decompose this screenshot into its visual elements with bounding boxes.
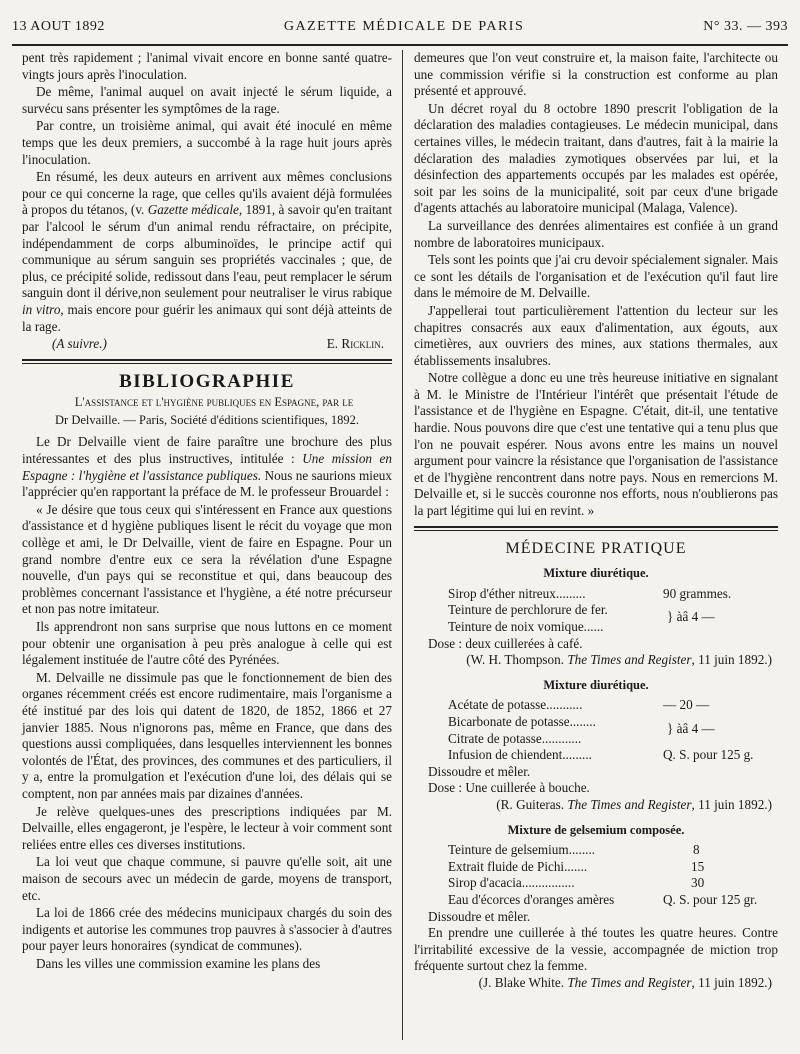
ingredient: Extrait fluide de Pichi....... [448,858,588,874]
paragraph: La loi veut que chaque commune, si pauvre qu'elle soit, ait une maison de secours avec un médecin de garde, moyens de transport, etc. [22,854,392,903]
ingredient: Teinture de noix vomique...... [448,619,604,634]
recipe-note: Dissoudre et mêler. [428,763,531,779]
paragraph [22,169,392,335]
paragraph: Je relève quelques-unes des prescriptions indiquées par M. Delvaille, elles engageront, je l'espère, le lecteur à voir comment sont reliées entre elles ces diverses institutions. [22,803,392,852]
section-heading: MÉDECINE PRATIQUE [505,539,687,557]
text-run: Le Dr Delvaille vient de faire paraître une brochure des plus intéressantes et des plus instructives, intitulée : [22,434,392,467]
text-run: (W. H. Thompson. [466,652,568,668]
ingredient: Eau d'écorces d'oranges amères [448,891,615,907]
section-heading: BIBLIOGRAPHIE [119,370,295,392]
recipe-bracket-group [414,714,778,747]
header-page-number: N° 33. — 393 [703,19,788,34]
text-run: The Times and Register [567,652,692,668]
quantity: — 20 — [663,697,710,713]
recipe-line [414,586,778,603]
recipe-title: Mixture de gelsemium composée. [507,822,685,837]
recipe-source [414,797,778,814]
recipe-title: Mixture diurétique. [543,566,649,581]
recipe-source [414,652,778,669]
recipe-bracket-group [414,602,778,635]
section-separator [22,359,392,364]
header-date: 13 AOUT 1892 [12,19,105,34]
quantity: } àâ 4 — [667,609,715,625]
paragraph: pent très rapidement ; l'animal vivait encore en bonne santé quatre-vingts jours après l'inoculation. [22,50,392,82]
text-run: , 11 juin 1892.) [691,652,772,668]
text-run: (R. Guiteras. [496,796,568,812]
recipe-note: Dissoudre et mêler. [428,908,531,924]
ingredient: Teinture de gelsemium........ [448,842,596,858]
quantity: 8 [693,842,700,858]
recipe-dose: Dose : deux cuillerées à café. [428,635,583,651]
recipe-instructions: En prendre une cuillerée à thé toutes les quatre heures. Contre l'irritabilité excessive de la vessie, accompagnée de miction trop fréquente surtout chez la femme. [414,925,778,974]
text-run: in vitro [22,301,61,317]
right-column [414,50,778,991]
quantity: 30 [691,875,705,891]
book-title: L'assistance et l'hygiène publiques en Espagne, par le [74,395,354,410]
recipe-3 [414,822,778,992]
paragraph: Notre collègue a donc eu une très heureuse initiative en signalant à M. le Ministre de l'Intérieur l'intérêt que présentait l'étude de l'assistance et de l'hygiène en Espagne. C'était, dit-il, une tentative hardie. Nous pouvons dire que c'est une tentative qui a tenu plus que l'on ne pouvait espérer. Nous avons entre les mains un nouvel argument pour vaincre la résistance que l'organisation de l'assistance et de l'hygiène rencontrent dans notre pays. Nous en remercions M. Delvaille et, si le succès couronne nos efforts, nous n'oublierons pas la part légitime qui lui en revint. » [414,370,778,519]
quantity: } àâ 4 — [667,720,715,736]
ingredient: Sirop d'acacia................ [448,875,575,891]
text-run: , 11 juin 1892.) [691,974,772,990]
paragraph: Un décret royal du 8 octobre 1890 prescrit l'obligation de la déclaration des maladies contagieuses. Le médecin municipal, dans certaines villes, le médecin traitant, dans d'autres, fait à la mairie la déclaration des maladies zymotiques observées par lui, et la désinfection des appartements occupés par les malades est opérée, soit par les soins de la municipalité, soit par ceux d'une brigade d'agents attachés au laboratoire municipal (Malaga, Valence). [414,100,778,216]
recipe-line [414,892,778,909]
ingredient: Acétate de potasse........... [448,697,583,713]
column-divider [402,50,403,1040]
quantity: Q. S. pour 125 g. [663,747,754,763]
header-rule [12,44,788,46]
header-title: GAZETTE MÉDICALE DE PARIS [283,19,525,34]
recipe-line [414,842,778,859]
text-run: The Times and Register [567,974,692,990]
paragraph: Par contre, un troisième animal, qui avait été inoculé en même temps que les deux premiers, a succombé à la rage huit jours après l'inoculation. [22,118,392,167]
recipe-1 [414,565,778,669]
text-run: (J. Blake White. [478,974,568,990]
quantity: 90 grammes. [663,585,732,601]
ingredient: Sirop d'éther nitreux......... [448,585,586,601]
paragraph: De même, l'animal auquel on avait injecté le sérum liquide, a survécu sans présenter les symptômes de la rage. [22,84,392,116]
left-column [22,50,392,972]
recipe-2 [414,677,778,814]
paragraph: J'appellerai tout particulièrement l'attention du lecteur sur les chapitres consacrés aux eaux d'alimentation, aux égouts, aux cimetières, aux ouvriers des mines, aux stations thermales, aux établissements insalubres. [414,302,778,368]
paragraph: demeures que l'on veut construire et, la maison faite, l'architecte ou une commission vérifie si la construction est conforme au plan présenté et approuvé. [414,50,778,99]
recipe-title: Mixture diurétique. [543,677,649,692]
quantity: Q. S. pour 125 gr. [663,891,758,907]
author-signature: E. Ricklin. [326,336,384,352]
ingredient: Infusion de chiendent......... [448,747,592,763]
book-author: Dr Delvaille. — Paris, Société d'éditions scientifiques, 1892. [55,412,359,427]
text-run: En résumé, les deux auteurs en arrivent aux mêmes conclusions pour ce qui concerne la rage, que celles qu'ils avaient déjà formulées à propos du tétanos, (v. [22,169,392,218]
quantity: 15 [691,858,705,874]
text-run: Gazette médicale [147,202,239,218]
ingredient: Teinture de perchlorure de fer. [448,602,608,618]
text-run: , 1891, à savoir qu'en traitant par l'alcool le sérum d'un animal rendu réfractaire, on précipite, indépendamment de corps albuminoïdes, le principe actif qui communique au sérum sanguin ses propriétés vaccinales ; que, de plus, ce précipité solide, redissout dans l'eau, peut remplacer le sérum sanguin dont il dérive,non seulement pour neutraliser le virus rabique [22,202,392,301]
page-header [12,16,788,38]
to-be-continued: (A suivre.) [52,336,107,352]
paragraph: La loi de 1866 crée des médecins municipaux chargés du soin des indigents et autorise les communes trop pauvres à s'associer à d'autres pour payer leurs honoraires (syndicat de communes). [22,905,392,954]
text-run: Une mission en Espagne : l'hygiène et l'assistance publiques. [22,451,392,483]
recipe-line [414,747,778,764]
text-run: , 11 juin 1892.) [691,796,772,812]
paragraph: M. Delvaille ne dissimule pas que le fonctionnement de bien des organes récemment créés est encore rudimentaire, mais l'organisme a été institué par des lois qui datent de 1820, de 1852, 1866 et 27 janvier 1885. Nous n'ignorons pas, même en France, que dans des questions aussi compliquées, dans lesquelles interviennent les bonnes volontés de l'État, des provinces, des communes et des particuliers, il y a, entre la promulgation et l'exécution d'une loi, des délais qui se comptent, non par années mais par dizaines d'années. [22,669,392,801]
recipe-line [414,875,778,892]
section-separator [414,526,778,531]
paragraph: Tels sont les points que j'ai cru devoir spécialement signaler. Mais ce sont les détails de l'organisation et de l'exécution qu'il faut lire dans le mémoire de M. Delvaille. [414,252,778,301]
text-run: , mais encore pour guérir les animaux qui sont déjà atteints de la rage. [22,301,392,334]
recipe-line [414,697,778,714]
ingredient: Citrate de potasse............ [448,730,582,746]
recipe-line [414,859,778,876]
text-run: The Times and Register [567,796,692,812]
paragraph: La surveillance des denrées alimentaires est confiée à un grand nombre de laboratoires municipaux. [414,217,778,250]
text-run: Nous ne saurions mieux l'apprécier qu'en rapportant la préface de M. le professeur Brouardel : [22,467,392,500]
ingredient: Bicarbonate de potasse........ [448,713,596,729]
paragraph [22,434,392,500]
article-footer [22,336,392,353]
paragraph: Ils apprendront non sans surprise que nous luttons en ce moment pour obtenir une organisation à peu près analogue à celle qui est légalement instituée de l'autre côté des Pyrénées. [22,619,392,668]
recipe-dose: Dose : Une cuillerée à bouche. [428,780,590,796]
paragraph: « Je désire que tous ceux qui s'intéressent en France aux questions d'assistance et d hygiène publiques lisent le récit du voyage que mon collège et ami, le Dr Delvaille, vient de faire en Espagne. Pour un grand nombre d'entre eux ce sera la révélation d'une Espagne nouvelle, d'un pays qui se reconstitue et qui, dans beaucoup des problèmes concernant l'assistance et l'hygiène, a été notre précurseur et non pas notre imitateur. [22,501,392,617]
paragraph: Dans les villes une commission examine les plans des [36,955,321,971]
recipe-source [414,975,778,992]
